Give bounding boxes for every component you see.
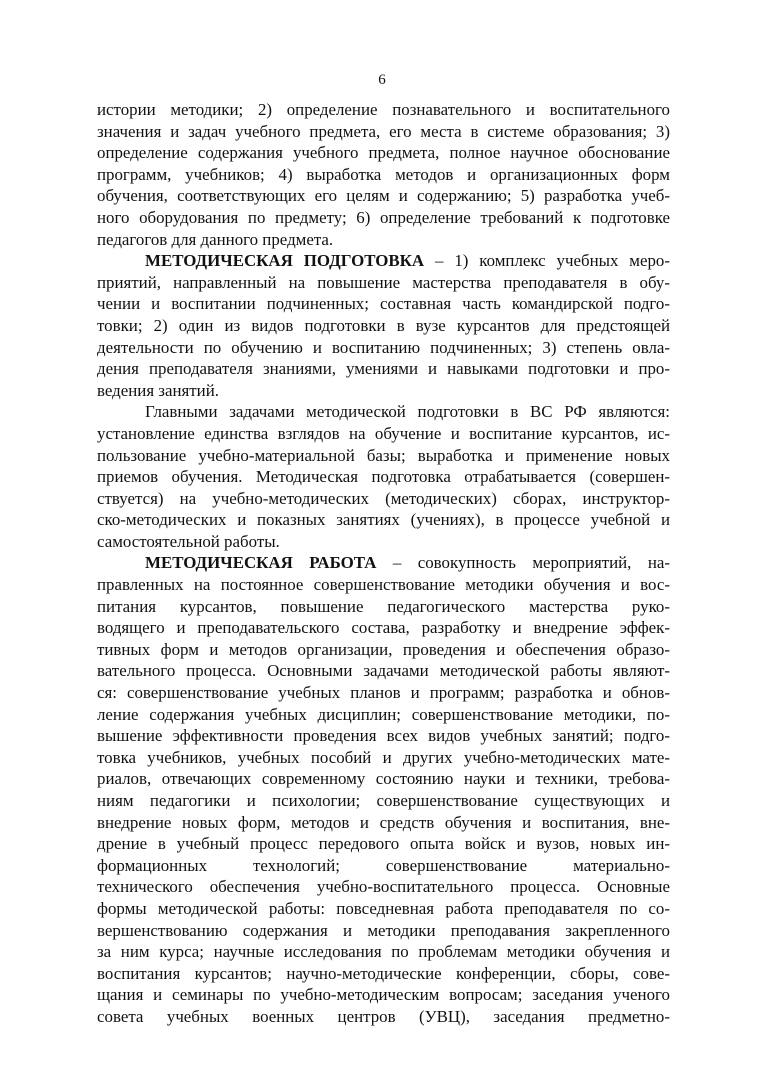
line-text: Главными задачами методической подготовки в ВС РФ являются: xyxy=(145,402,670,422)
text-line xyxy=(97,639,670,661)
text-line xyxy=(97,768,670,790)
text-line xyxy=(97,963,670,985)
line-text: самостоятельной работы. xyxy=(97,531,280,551)
line-text: пользование учебно-материальной базы; выработка и применение новых xyxy=(97,445,670,465)
line-text: технического обеспечения учебно-воспитательного процесса. Основные xyxy=(97,877,670,897)
line-text: – совокупность мероприятий, на- xyxy=(376,553,671,573)
line-text: за ним курса; научные исследования по проблемам методики обучения и xyxy=(97,942,670,962)
line-text: вершенствованию содержания и методики преподавания закрепленного xyxy=(97,920,670,940)
line-text: формационных технологий; совершенствование материально- xyxy=(97,855,670,875)
line-text: ся: совершенствование учебных планов и программ; разработка и обнов- xyxy=(97,683,670,703)
text-line xyxy=(97,358,670,380)
line-text: педагогов для данного предмета. xyxy=(97,229,334,249)
text-line xyxy=(97,293,670,315)
line-text: воспитания курсантов; научно-методические конференции, сборы, сове- xyxy=(97,963,670,983)
text-line xyxy=(97,876,670,898)
paragraph xyxy=(97,250,670,401)
text-line xyxy=(97,445,670,467)
line-text: вательного процесса. Основными задачами методической работы являют- xyxy=(97,661,670,681)
line-text: обучения, соответствующих его целям и содержанию; 5) разработка учеб- xyxy=(97,186,670,206)
text-line xyxy=(97,920,670,942)
text-line xyxy=(97,185,670,207)
text-line xyxy=(97,531,670,553)
line-text: ление содержания учебных дисциплин; совершенствование методики, по- xyxy=(97,704,670,724)
line-text: приятий, направленный на повышение мастерства преподавателя в обу- xyxy=(97,272,670,292)
line-text: истории методики; 2) определение познавательного и воспитательного xyxy=(97,100,670,119)
line-text: совета учебных военных центров (УВЦ), заседания предметно- xyxy=(97,1006,670,1026)
defined-term: МЕТОДИЧЕСКАЯ ПОДГОТОВКА xyxy=(145,251,425,271)
text-line xyxy=(97,574,670,596)
line-text: деятельности по обучению и воспитанию подчиненных; 3) степень овла- xyxy=(97,337,670,357)
line-text: внедрение новых форм, методов и средств обучения и воспитания, вне- xyxy=(97,812,670,832)
defined-term: МЕТОДИЧЕСКАЯ РАБОТА xyxy=(145,553,377,573)
line-text: водящего и преподавательского состава, разработку и внедрение эффек- xyxy=(97,618,670,638)
page-body xyxy=(97,99,670,1028)
text-line xyxy=(97,552,670,574)
text-line xyxy=(97,207,670,229)
text-line xyxy=(97,488,670,510)
line-text: ниям педагогики и психологии; совершенствование существующих и xyxy=(97,791,670,810)
line-text: программ, учебников; 4) выработка методов и организационных форм xyxy=(97,164,670,184)
line-text: ствуется) на учебно-методических (методических) сборах, инструктор- xyxy=(97,488,670,508)
paragraph xyxy=(97,401,670,552)
text-line xyxy=(97,380,670,402)
paragraph xyxy=(97,99,670,250)
line-text: правленных на постоянное совершенствование методики обучения и вос- xyxy=(97,575,670,595)
line-text: приемов обучения. Методическая подготовка отрабатывается (совершен- xyxy=(97,467,670,487)
page-number: 6 xyxy=(378,72,386,88)
text-line xyxy=(97,509,670,531)
paragraph xyxy=(97,552,670,1027)
text-line xyxy=(97,250,670,272)
line-text: дения преподавателя знаниями, умениями и навыками подготовки и про- xyxy=(97,359,670,379)
line-text: ско-методических и показных занятиях (учениях), в процессе учебной и xyxy=(97,510,670,530)
text-line xyxy=(97,596,670,618)
line-text: риалов, отвечающих современному состоянию науки и техники, требова- xyxy=(97,769,670,789)
line-text: определение содержания учебного предмета, полное научное обоснование xyxy=(97,143,670,163)
text-line xyxy=(97,812,670,834)
line-text: дрение в учебный процесс передового опыта войск и вузов, новых ин- xyxy=(97,834,670,854)
text-line xyxy=(97,99,670,121)
text-line xyxy=(97,747,670,769)
line-text: щания и семинары по учебно-методическим вопросам; заседания ученого xyxy=(97,985,670,1005)
text-line xyxy=(97,941,670,963)
text-line xyxy=(97,660,670,682)
text-line xyxy=(97,855,670,877)
text-line xyxy=(97,704,670,726)
line-text: товка учебников, учебных пособий и других учебно-методических мате- xyxy=(97,747,670,767)
text-line xyxy=(97,164,670,186)
text-line xyxy=(97,142,670,164)
line-text: питания курсантов, повышение педагогического мастерства руко- xyxy=(97,596,670,616)
line-text: – 1) комплекс учебных меро- xyxy=(424,251,670,271)
line-text: значения и задач учебного предмета, его места в системе образования; 3) xyxy=(97,121,670,141)
line-text: вышение эффективности проведения всех видов учебных занятий; подго- xyxy=(97,726,670,746)
text-line xyxy=(97,229,670,251)
text-line xyxy=(97,466,670,488)
line-text: установление единства взглядов на обучение и воспитание курсантов, ис- xyxy=(97,423,670,443)
text-line xyxy=(97,401,670,423)
text-line xyxy=(97,1006,670,1028)
text-line xyxy=(97,423,670,445)
line-text: ного оборудования по предмету; 6) определение требований к подготовке xyxy=(97,207,670,227)
text-line xyxy=(97,121,670,143)
text-line xyxy=(97,337,670,359)
line-text: товки; 2) один из видов подготовки в вузе курсантов для предстоящей xyxy=(97,315,670,335)
line-text: ведения занятий. xyxy=(97,380,219,400)
text-line xyxy=(97,984,670,1006)
text-line xyxy=(97,898,670,920)
text-line xyxy=(97,725,670,747)
text-line xyxy=(97,272,670,294)
text-line xyxy=(97,833,670,855)
line-text: тивных форм и методов организации, проведения и обеспечения образо- xyxy=(97,639,670,659)
line-text: чении и воспитании подчиненных; составная часть командирской подго- xyxy=(97,294,670,314)
text-line xyxy=(97,790,670,812)
text-line xyxy=(97,682,670,704)
text-line xyxy=(97,315,670,337)
line-text: формы методической работы: повседневная работа преподавателя по со- xyxy=(97,898,670,918)
text-line xyxy=(97,617,670,639)
